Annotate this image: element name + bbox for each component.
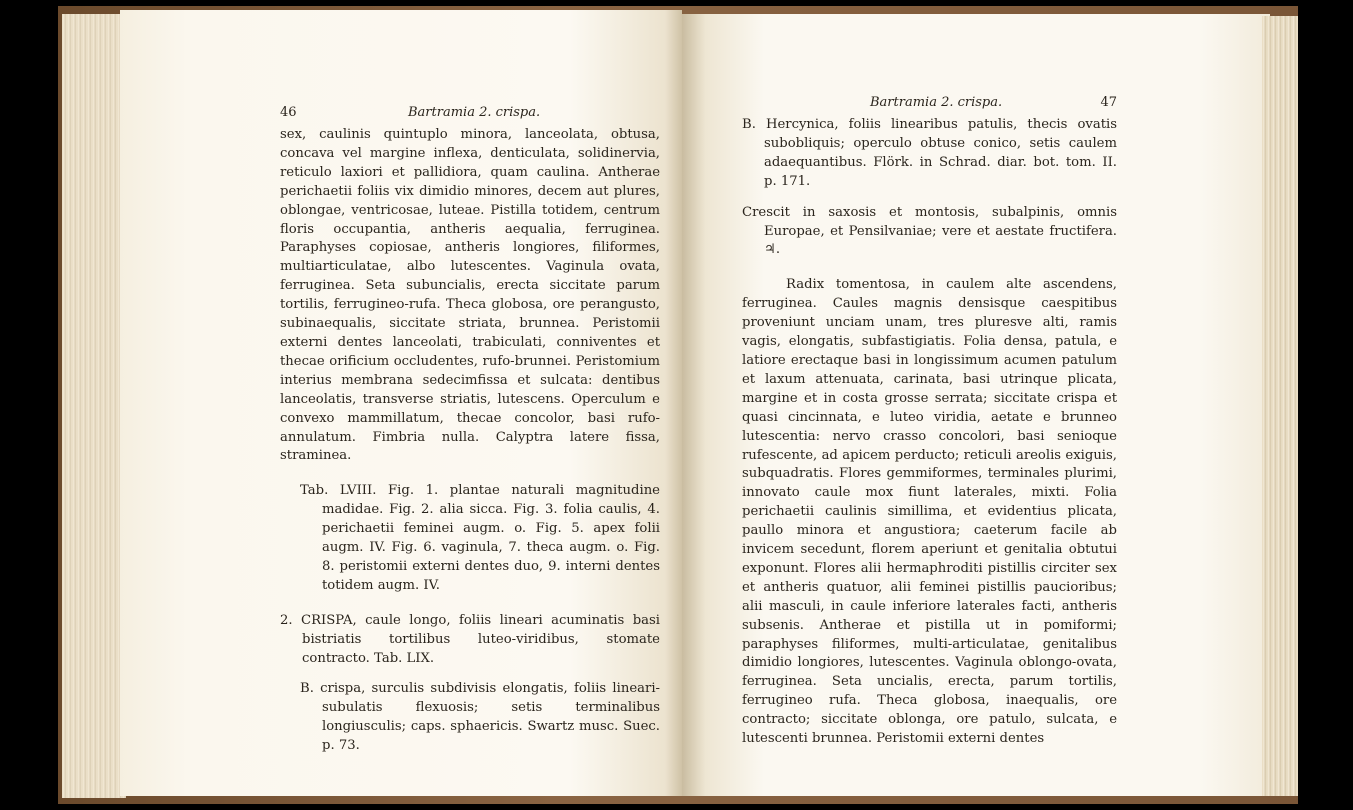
running-title: Bartramia 2. crispa. <box>408 105 541 120</box>
running-title: Bartramia 2. crispa. <box>870 95 1003 110</box>
description-paragraph: sex, caulinis quintuplo minora, lanceolata, obtusa, concava vel margine inflexa, denticulata, solidinervia, reticulo laxiori et pallidiora, quam caulina. Antherae perichaetii foliis vix dimidio minores, decem aut plures, oblongae, ventricosae, luteae. Pistilla totidem, centrum floris occupantia, antheris aequalia, ferruginea. Paraphyses copiosae, antheris longiores, filiformes, multiarticulatae, albo lutescentes. Vaginula ovata, ferruginea. Seta subuncialis, erecta siccitate parum tortilis, ferrugineo-rufa. Theca globosa, ore perangusto, subinaequalis, siccitate striata, brunnea. Peristomii externi dentes lanceolati, trabiculati, conniventes et thecae orificium occludentes, rufo-brunnei. Peristomium interius membrana sedecimfissa et sulcata: dentibus lanceolatis, transverse striatis, lutescens. Operculum e convexo mammillatum, thecae concolor, basi rufo-annulatum. Fimbria nulla. Calyptra latere fissa, straminea. <box>280 127 660 464</box>
page-number: 47 <box>1100 95 1117 110</box>
description-paragraph: Radix tomentosa, in caulem alte ascendens, ferruginea. Caules magnis densisque caespitibus proveniunt unciam unam, tres pluresve alti, ramis vagis, elongatis, subfastigiatis. Folia densa, patula, e latiore erectaque basi in longissimum acumen patulum et laxum attenuata, carinata, basi utrinque plicata, margine et in costa grosse serrata; siccitate crispa et quasi cincinnata, e luteo viridia, aetate e brunneo lutescentia: nervo crasso concolori, basi senioque rufescente, ad apicem perducto; reticuli areolis exiguis, subquadratis. Flores gemmiformes, terminales plurimi, innovato caule mox fiunt laterales, mixti. Folia perichaetii caulinis simillima, et evidentius plicata, paullo minora et angustiora; caeterum facile ab invicem secedunt, florem aperiunt et genitalia obtutui exponunt. Flores alii hermaphroditi pistillis circiter sex et antheris quatuor, alii feminei pistillis paucioribus; alii masculi, in caule inferiore laterales facti, antheris subsenis. Antherae et pistilla ut in pomiformi; paraphyses filiformes, multi-articulatae, genitalibus dimidio longiores, lutescentes. Vaginula oblongo-ovata, ferruginea. Seta uncialis, erecta, parum tortilis, ferrugineo rufa. Theca globosa, inaequalis, ore contracto; siccitate oblonga, ore patulo, sulcata, e lutescenti brunnea. Peristomii externi dentes <box>742 277 1117 747</box>
synonym-entry: B. crispa, surculis subdivisis elongatis, foliis lineari-subulatis flexuosis; setis terminalibus longiusculis; caps. sphaericis. Swartz musc. Suec. p. 73. <box>300 681 660 754</box>
right-page-text <box>742 94 1117 749</box>
habitat-note: Crescit in saxosis et montosis, subalpinis, omnis Europae, et Pensilvaniae; vere et aestate fructifera. ♃. <box>742 204 1117 258</box>
left-page-edges <box>62 14 126 798</box>
left-page-header <box>280 104 660 126</box>
left-page-text <box>280 104 660 756</box>
species-diagnosis: 2. CRISPA, caule longo, foliis lineari acuminatis basi bistriatis tortilibus luteo-viridibus, stomate contracto. Tab. LIX. <box>280 612 660 666</box>
page-number: 46 <box>280 105 297 120</box>
right-page-edges <box>1262 16 1298 796</box>
right-page-header <box>742 94 1117 116</box>
synonym-entry: B. Hercynica, foliis linearibus patulis, thecis ovatis subobliquis; operculo obtuse conico, setis caulem adaequantibus. Flörk. in Schrad. diar. bot. tom. II. p. 171. <box>742 117 1117 189</box>
plate-caption: Tab. LVIII. Fig. 1. plantae naturali magnitudine madidae. Fig. 2. alia sicca. Fig. 3. folia caulis, 4. perichaetii feminei augm. o. Fig. 5. apex folii augm. IV. Fig. 6. vaginula, 7. theca augm. o. Fig. 8. peristomii externi dentes duo, 9. interni dentes totidem augm. IV. <box>300 483 660 593</box>
